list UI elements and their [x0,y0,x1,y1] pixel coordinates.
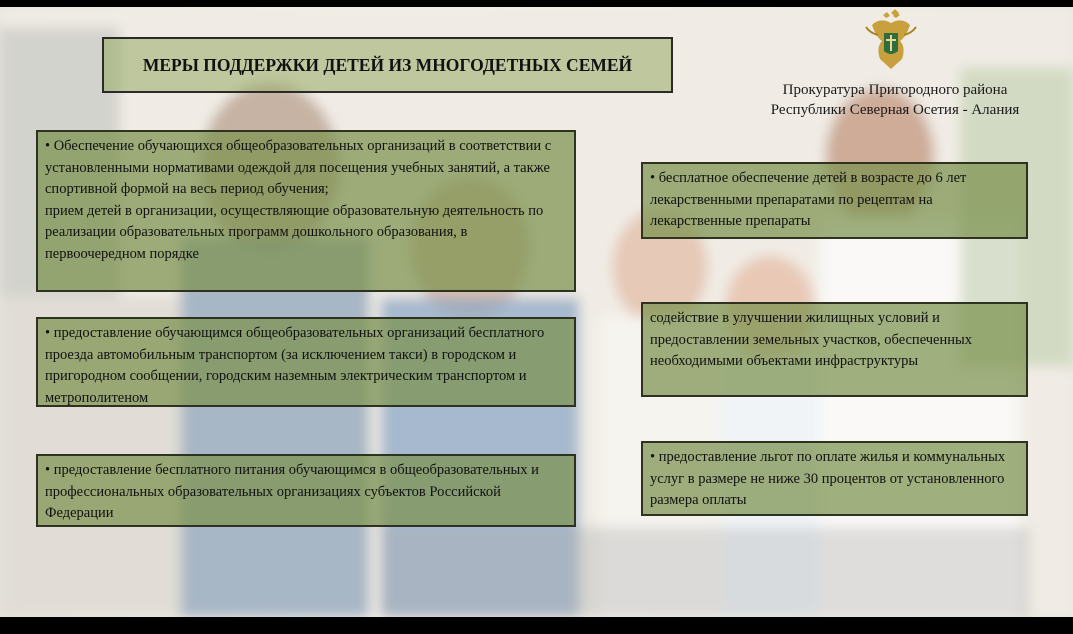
organization-name: Прокуратура Пригородного района Республики Северная Осетия - Алания [770,82,1020,118]
measure-text: • предоставление льгот по оплате жилья и коммунальных услуг в размере не ниже 30 процентов от установленного размера оплаты [650,449,1006,508]
support-measure-clothing-preschool [36,130,576,292]
support-measure-housing [641,302,1028,397]
support-measure-free-transport [36,317,576,407]
measure-text: • предоставление обучающимся общеобразовательных организаций бесплатного проезда автомобильным транспортом (за исключением такси) в городском и пригородном сообщении, городским наземным электрическим транспортом и метрополитеном [45,325,545,406]
support-measure-utility-benefits [641,441,1028,516]
measure-text: содействие в улучшении жилищных условий и предоставлении земельных участков, обеспеченных необходимыми объектами инфраструктуры [650,310,973,369]
page-title: МЕРЫ ПОДДЕРЖКИ ДЕТЕЙ ИЗ МНОГОДЕТНЫХ СЕМЕЙ [102,37,673,93]
slide [0,7,1073,617]
measure-text: прием детей в организации, осуществляющие образовательную деятельность по реализации образовательных программ дошкольного образования, в первоочередном порядке [45,202,544,262]
measure-text: • предоставление бесплатного питания обучающимся в общеобразовательных и профессиональных образовательных организациях субъектов Российской Федерации [45,462,539,521]
emblem-icon [860,7,922,73]
measure-text: • бесплатное обеспечение детей в возрасте до 6 лет лекарственными препаратами по рецептам на лекарственные препараты [650,170,967,229]
measure-text: • Обеспечение обучающихся общеобразовательных организаций в соответствии с установленными нормативами одеждой для посещения учебных занятий, а также спортивной формой на весь период обучения; [45,138,552,197]
support-measure-free-meals [36,454,576,527]
support-measure-free-medicines [641,162,1028,239]
